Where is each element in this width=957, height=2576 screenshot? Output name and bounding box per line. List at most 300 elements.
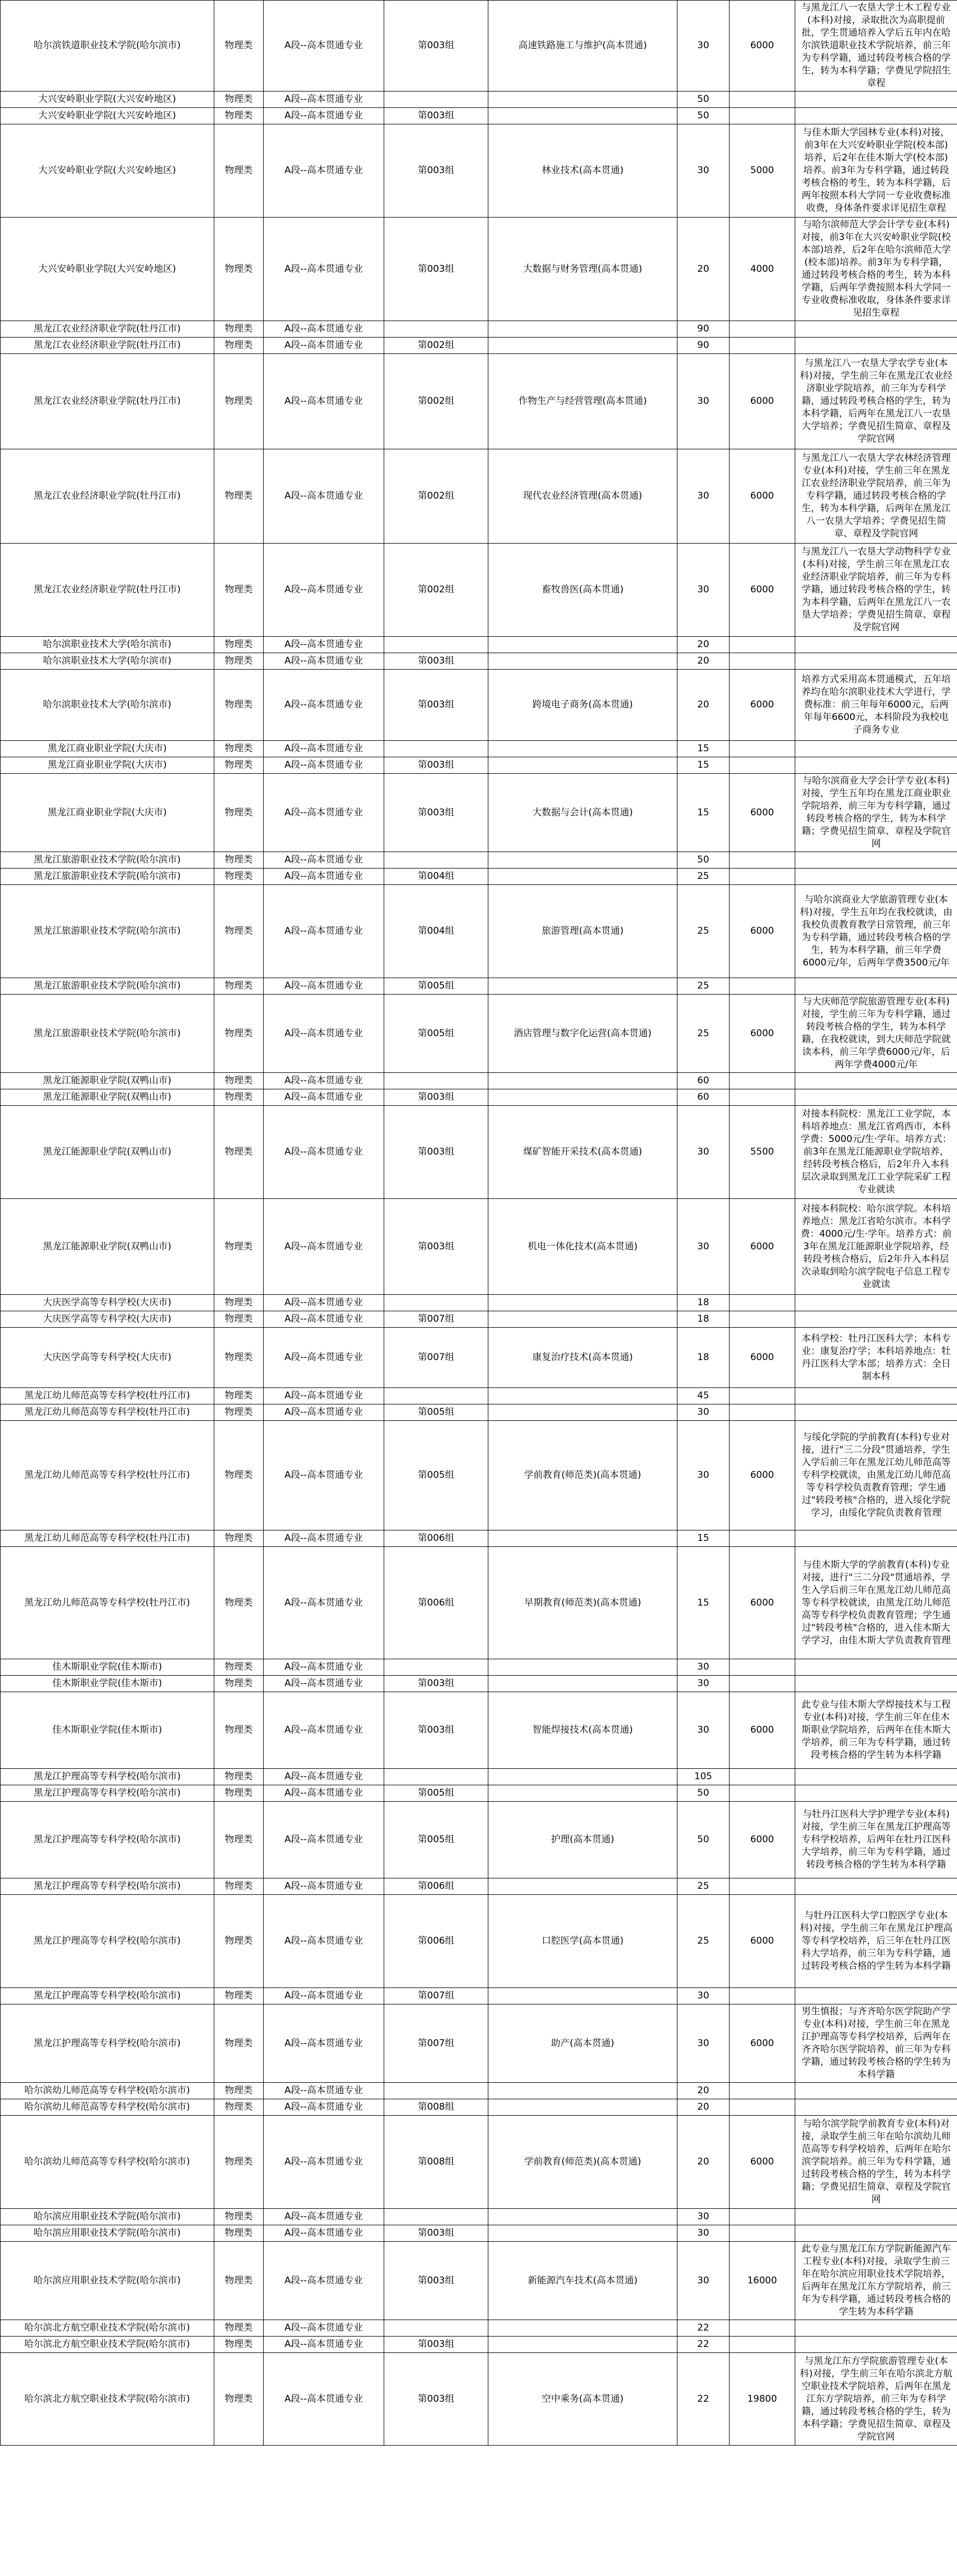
major-name-cell bbox=[488, 1311, 677, 1328]
table-row bbox=[1, 321, 957, 338]
major-group-cell: 第005组 bbox=[384, 978, 488, 995]
plan-count-cell: 30 bbox=[677, 1199, 730, 1295]
subject-category-cell: 物理类 bbox=[214, 2225, 264, 2242]
table-row bbox=[1, 218, 957, 321]
remarks-cell: 与牡丹江医科大学口腔医学专业(本科)对接，学生前三年在黑龙江护理高等专科学校培养，后三年在牡丹江医科大学培养，前三年为专科学籍，通过转段考核合格的学生转为本科学籍 bbox=[795, 1895, 957, 1988]
plan-count-cell: 30 bbox=[677, 449, 730, 544]
remarks-cell: 与大庆师范学院旅游管理专业(本科)对接，学生前三年为专科学籍，通过转段考核合格的学生，转为本科学籍，在我校就读，到大庆师范学院就读本科，前三年学费6000元/年，后两年学费4000元/年 bbox=[795, 995, 957, 1073]
school-name-cell: 黑龙江护理高等专科学校(哈尔滨市) bbox=[1, 1785, 214, 1802]
remarks-cell: 与哈尔滨商业大学旅游管理专业(本科)对接，学生五年均在我校就读，由我校负责教育教学日常管理，前三年为专科学籍，通过转段考核合格的学生，转为本科学籍，前三年学费6000元/年，后两年学费3500元/年 bbox=[795, 885, 957, 978]
subject-category-cell: 物理类 bbox=[214, 1988, 264, 2004]
plan-count-cell: 20 bbox=[677, 653, 730, 670]
subject-category-cell: 物理类 bbox=[214, 1676, 264, 1692]
table-row bbox=[1, 1895, 957, 1988]
subject-category-cell: 物理类 bbox=[214, 1769, 264, 1785]
subject-category-cell: 物理类 bbox=[214, 741, 264, 757]
remarks-cell bbox=[795, 741, 957, 757]
remarks-cell: 与黑龙江八一农垦大学农林经济管理专业(本科)对接，学生前三年在黑龙江农业经济职业学院培养，前三年为专科学籍，通过转段考核合格的学生，转为本科学籍，后两年在黑龙江八一农垦大学培养；学费见招生简章、章程及学院官网 bbox=[795, 449, 957, 544]
remarks-cell bbox=[795, 321, 957, 338]
major-name-cell bbox=[488, 1659, 677, 1676]
major-name-cell bbox=[488, 741, 677, 757]
table-row bbox=[1, 1421, 957, 1530]
tuition-fee-cell bbox=[730, 1404, 795, 1421]
school-name-cell: 黑龙江商业职业学院(大庆市) bbox=[1, 757, 214, 774]
major-group-cell: 第008组 bbox=[384, 2099, 488, 2116]
major-name-cell bbox=[488, 321, 677, 338]
remarks-cell bbox=[795, 653, 957, 670]
school-name-cell: 黑龙江幼儿师范高等专科学校(牡丹江市) bbox=[1, 1421, 214, 1530]
remarks-cell bbox=[795, 1295, 957, 1311]
subject-category-cell: 物理类 bbox=[214, 218, 264, 321]
major-name-cell bbox=[488, 1404, 677, 1421]
major-group-cell: 第002组 bbox=[384, 354, 488, 449]
plan-count-cell: 20 bbox=[677, 218, 730, 321]
remarks-cell bbox=[795, 1878, 957, 1895]
tuition-fee-cell: 6000 bbox=[730, 1199, 795, 1295]
major-name-cell: 作物生产与经营管理(高本贯通) bbox=[488, 354, 677, 449]
major-name-cell: 新能源汽车技术(高本贯通) bbox=[488, 2242, 677, 2320]
tuition-fee-cell: 6000 bbox=[730, 885, 795, 978]
table-row bbox=[1, 757, 957, 774]
school-name-cell: 黑龙江农业经济职业学院(牡丹江市) bbox=[1, 338, 214, 354]
subject-category-cell: 物理类 bbox=[214, 1295, 264, 1311]
major-group-cell bbox=[384, 92, 488, 108]
education-level-cell: A段--高本贯通专业 bbox=[264, 1388, 384, 1404]
plan-count-cell: 50 bbox=[677, 92, 730, 108]
tuition-fee-cell bbox=[730, 108, 795, 124]
major-group-cell: 第005组 bbox=[384, 1785, 488, 1802]
tuition-fee-cell: 16000 bbox=[730, 2242, 795, 2320]
table-row bbox=[1, 1530, 957, 1547]
major-name-cell: 大数据与财务管理(高本贯通) bbox=[488, 218, 677, 321]
remarks-cell: 本科学校：牡丹江医科大学；本科专业：康复治疗学；本科培养地点：牡丹江医科大学本部；培养方式：全日制本科 bbox=[795, 1328, 957, 1388]
tuition-fee-cell: 6000 bbox=[730, 544, 795, 637]
tuition-fee-cell: 6000 bbox=[730, 1328, 795, 1388]
remarks-cell bbox=[795, 2320, 957, 2337]
plan-count-cell: 15 bbox=[677, 1547, 730, 1659]
major-group-cell: 第006组 bbox=[384, 1895, 488, 1988]
major-name-cell: 旅游管理(高本贯通) bbox=[488, 885, 677, 978]
education-level-cell: A段--高本贯通专业 bbox=[264, 1676, 384, 1692]
major-group-cell: 第003组 bbox=[384, 653, 488, 670]
remarks-cell bbox=[795, 1073, 957, 1089]
plan-count-cell: 20 bbox=[677, 2083, 730, 2099]
major-name-cell bbox=[488, 1878, 677, 1895]
education-level-cell: A段--高本贯通专业 bbox=[264, 1785, 384, 1802]
tuition-fee-cell bbox=[730, 1388, 795, 1404]
plan-count-cell: 30 bbox=[677, 124, 730, 218]
school-name-cell: 哈尔滨北方航空职业技术学院(哈尔滨市) bbox=[1, 2320, 214, 2337]
school-name-cell: 黑龙江农业经济职业学院(牡丹江市) bbox=[1, 449, 214, 544]
tuition-fee-cell bbox=[730, 653, 795, 670]
subject-category-cell: 物理类 bbox=[214, 2320, 264, 2337]
education-level-cell: A段--高本贯通专业 bbox=[264, 1295, 384, 1311]
education-level-cell: A段--高本贯通专业 bbox=[264, 1073, 384, 1089]
remarks-cell: 与黑龙江东方学院旅游管理专业(本科)对接，学生前三年在哈尔滨北方航空职业技术学院培养，后两年在黑龙江东方学院培养，前三年为专科学籍，通过转段考核合格的学生，转为本科学籍；学费见招生简章、章程及学院官网 bbox=[795, 2353, 957, 2446]
major-group-cell: 第003组 bbox=[384, 108, 488, 124]
table-row bbox=[1, 1311, 957, 1328]
tuition-fee-cell bbox=[730, 92, 795, 108]
major-group-cell bbox=[384, 852, 488, 869]
major-group-cell: 第002组 bbox=[384, 449, 488, 544]
tuition-fee-cell bbox=[730, 1659, 795, 1676]
tuition-fee-cell: 5000 bbox=[730, 124, 795, 218]
major-name-cell bbox=[488, 1089, 677, 1106]
table-row bbox=[1, 653, 957, 670]
school-name-cell: 哈尔滨职业技术大学(哈尔滨市) bbox=[1, 637, 214, 653]
major-group-cell: 第003组 bbox=[384, 774, 488, 852]
plan-count-cell: 25 bbox=[677, 978, 730, 995]
school-name-cell: 黑龙江护理高等专科学校(哈尔滨市) bbox=[1, 2004, 214, 2083]
school-name-cell: 黑龙江护理高等专科学校(哈尔滨市) bbox=[1, 1769, 214, 1785]
subject-category-cell: 物理类 bbox=[214, 869, 264, 885]
school-name-cell: 哈尔滨应用职业技术学院(哈尔滨市) bbox=[1, 2242, 214, 2320]
subject-category-cell: 物理类 bbox=[214, 2242, 264, 2320]
subject-category-cell: 物理类 bbox=[214, 1659, 264, 1676]
education-level-cell: A段--高本贯通专业 bbox=[264, 1659, 384, 1676]
school-name-cell: 黑龙江旅游职业技术学院(哈尔滨市) bbox=[1, 885, 214, 978]
table-row bbox=[1, 544, 957, 637]
education-level-cell: A段--高本贯通专业 bbox=[264, 338, 384, 354]
major-name-cell: 口腔医学(高本贯通) bbox=[488, 1895, 677, 1988]
education-level-cell: A段--高本贯通专业 bbox=[264, 757, 384, 774]
tuition-fee-cell bbox=[730, 1089, 795, 1106]
tuition-fee-cell: 6000 bbox=[730, 1547, 795, 1659]
education-level-cell: A段--高本贯通专业 bbox=[264, 321, 384, 338]
major-group-cell: 第007组 bbox=[384, 1328, 488, 1388]
plan-count-cell: 30 bbox=[677, 1988, 730, 2004]
subject-category-cell: 物理类 bbox=[214, 885, 264, 978]
plan-count-cell: 20 bbox=[677, 670, 730, 741]
table-row bbox=[1, 1878, 957, 1895]
education-level-cell: A段--高本贯通专业 bbox=[264, 1692, 384, 1769]
education-level-cell: A段--高本贯通专业 bbox=[264, 2225, 384, 2242]
school-name-cell: 佳木斯职业学院(佳木斯市) bbox=[1, 1676, 214, 1692]
subject-category-cell: 物理类 bbox=[214, 354, 264, 449]
education-level-cell: A段--高本贯通专业 bbox=[264, 1769, 384, 1785]
major-name-cell bbox=[488, 2209, 677, 2225]
subject-category-cell: 物理类 bbox=[214, 1547, 264, 1659]
tuition-fee-cell bbox=[730, 2209, 795, 2225]
school-name-cell: 大兴安岭职业学院(大兴安岭地区) bbox=[1, 124, 214, 218]
major-group-cell: 第005组 bbox=[384, 1802, 488, 1878]
tuition-fee-cell bbox=[730, 2099, 795, 2116]
remarks-cell bbox=[795, 978, 957, 995]
major-group-cell bbox=[384, 637, 488, 653]
major-group-cell: 第007组 bbox=[384, 1311, 488, 1328]
major-group-cell: 第003组 bbox=[384, 1676, 488, 1692]
major-group-cell: 第004组 bbox=[384, 869, 488, 885]
subject-category-cell: 物理类 bbox=[214, 2337, 264, 2353]
major-group-cell bbox=[384, 1659, 488, 1676]
school-name-cell: 黑龙江农业经济职业学院(牡丹江市) bbox=[1, 544, 214, 637]
plan-count-cell: 30 bbox=[677, 2004, 730, 2083]
plan-count-cell: 50 bbox=[677, 1802, 730, 1878]
major-name-cell bbox=[488, 338, 677, 354]
school-name-cell: 哈尔滨应用职业技术学院(哈尔滨市) bbox=[1, 2209, 214, 2225]
school-name-cell: 哈尔滨幼儿师范高等专科学校(哈尔滨市) bbox=[1, 2099, 214, 2116]
major-name-cell bbox=[488, 1073, 677, 1089]
subject-category-cell: 物理类 bbox=[214, 653, 264, 670]
table-row bbox=[1, 869, 957, 885]
school-name-cell: 大庆医学高等专科学校(大庆市) bbox=[1, 1328, 214, 1388]
subject-category-cell: 物理类 bbox=[214, 1895, 264, 1988]
education-level-cell: A段--高本贯通专业 bbox=[264, 2083, 384, 2099]
remarks-cell bbox=[795, 2083, 957, 2099]
remarks-cell: 与佳木斯大学的学前教育(本科)专业对接，进行"三二分段"贯通培养，学生入学后前三年在黑龙江幼儿师范高等专科学校就读，由黑龙江幼儿师范高等专科学校负责教育管理；学生通过"转段考核"合格的，进入佳木斯大学学习，由佳木斯大学负责教育管理 bbox=[795, 1547, 957, 1659]
major-group-cell bbox=[384, 1295, 488, 1311]
plan-count-cell: 30 bbox=[677, 1404, 730, 1421]
school-name-cell: 黑龙江农业经济职业学院(牡丹江市) bbox=[1, 354, 214, 449]
tuition-fee-cell bbox=[730, 2337, 795, 2353]
major-name-cell bbox=[488, 2083, 677, 2099]
table-row bbox=[1, 995, 957, 1073]
remarks-cell bbox=[795, 1785, 957, 1802]
school-name-cell: 哈尔滨幼儿师范高等专科学校(哈尔滨市) bbox=[1, 2116, 214, 2209]
subject-category-cell: 物理类 bbox=[214, 1878, 264, 1895]
school-name-cell: 大兴安岭职业学院(大兴安岭地区) bbox=[1, 108, 214, 124]
major-name-cell: 酒店管理与数字化运营(高本贯通) bbox=[488, 995, 677, 1073]
education-level-cell: A段--高本贯通专业 bbox=[264, 1547, 384, 1659]
major-name-cell: 学前教育(师范类)(高本贯通) bbox=[488, 2116, 677, 2209]
major-name-cell bbox=[488, 852, 677, 869]
education-level-cell: A段--高本贯通专业 bbox=[264, 1421, 384, 1530]
subject-category-cell: 物理类 bbox=[214, 338, 264, 354]
school-name-cell: 黑龙江旅游职业技术学院(哈尔滨市) bbox=[1, 869, 214, 885]
tuition-fee-cell: 6000 bbox=[730, 1, 795, 92]
plan-count-cell: 30 bbox=[677, 2225, 730, 2242]
plan-count-cell: 15 bbox=[677, 1530, 730, 1547]
education-level-cell: A段--高本贯通专业 bbox=[264, 741, 384, 757]
major-group-cell: 第003组 bbox=[384, 218, 488, 321]
school-name-cell: 黑龙江幼儿师范高等专科学校(牡丹江市) bbox=[1, 1404, 214, 1421]
table-row bbox=[1, 1328, 957, 1388]
school-name-cell: 哈尔滨北方航空职业技术学院(哈尔滨市) bbox=[1, 2353, 214, 2446]
education-level-cell: A段--高本贯通专业 bbox=[264, 2337, 384, 2353]
major-group-cell: 第003组 bbox=[384, 2242, 488, 2320]
major-group-cell: 第003组 bbox=[384, 124, 488, 218]
tuition-fee-cell: 6000 bbox=[730, 1895, 795, 1988]
table-row bbox=[1, 1802, 957, 1878]
school-name-cell: 佳木斯职业学院(佳木斯市) bbox=[1, 1659, 214, 1676]
tuition-fee-cell: 6000 bbox=[730, 774, 795, 852]
plan-count-cell: 30 bbox=[677, 1692, 730, 1769]
subject-category-cell: 物理类 bbox=[214, 92, 264, 108]
table-row bbox=[1, 354, 957, 449]
remarks-cell: 对接本科院校：哈尔滨学院。本科培养地点：黑龙江省哈尔滨市。本科学费：4000元/生·学年。培养方式：前3年在黑龙江能源职业学院培养，经转段考核合格后，后2年升入本科层次录取到哈尔滨学院电子信息工程专业就读 bbox=[795, 1199, 957, 1295]
remarks-cell bbox=[795, 1676, 957, 1692]
tuition-fee-cell bbox=[730, 2320, 795, 2337]
table-row bbox=[1, 1, 957, 92]
plan-count-cell: 25 bbox=[677, 869, 730, 885]
table-row bbox=[1, 449, 957, 544]
remarks-cell: 男生慎报；与齐齐哈尔医学院助产学专业(本科)对接，学生前三年在黑龙江护理高等专科学校培养，后两年在齐齐哈尔医学院培养，前三年为专科学籍，通过转段考核合格的学生转为本科学籍 bbox=[795, 2004, 957, 2083]
plan-count-cell: 30 bbox=[677, 1, 730, 92]
education-level-cell: A段--高本贯通专业 bbox=[264, 1878, 384, 1895]
subject-category-cell: 物理类 bbox=[214, 544, 264, 637]
major-group-cell bbox=[384, 1073, 488, 1089]
major-name-cell: 畜牧兽医(高本贯通) bbox=[488, 544, 677, 637]
education-level-cell: A段--高本贯通专业 bbox=[264, 92, 384, 108]
table-row bbox=[1, 1692, 957, 1769]
subject-category-cell: 物理类 bbox=[214, 1106, 264, 1199]
remarks-cell: 培养方式采用高本贯通模式，五年培养均在哈尔滨职业技术大学进行，学费标准：前三年每年6000元，后两年每年6600元，本科阶段为我校电子商务专业 bbox=[795, 670, 957, 741]
tuition-fee-cell: 6000 bbox=[730, 1692, 795, 1769]
subject-category-cell: 物理类 bbox=[214, 1073, 264, 1089]
table-row bbox=[1, 1676, 957, 1692]
plan-count-cell: 18 bbox=[677, 1295, 730, 1311]
remarks-cell bbox=[795, 1659, 957, 1676]
major-group-cell bbox=[384, 1769, 488, 1785]
major-name-cell bbox=[488, 978, 677, 995]
plan-count-cell: 45 bbox=[677, 1388, 730, 1404]
table-row bbox=[1, 2004, 957, 2083]
table-row bbox=[1, 1769, 957, 1785]
subject-category-cell: 物理类 bbox=[214, 637, 264, 653]
major-group-cell: 第003组 bbox=[384, 1106, 488, 1199]
school-name-cell: 黑龙江商业职业学院(大庆市) bbox=[1, 741, 214, 757]
tuition-fee-cell bbox=[730, 852, 795, 869]
plan-count-cell: 22 bbox=[677, 2320, 730, 2337]
subject-category-cell: 物理类 bbox=[214, 1199, 264, 1295]
plan-count-cell: 105 bbox=[677, 1769, 730, 1785]
education-level-cell: A段--高本贯通专业 bbox=[264, 544, 384, 637]
major-name-cell bbox=[488, 2099, 677, 2116]
tuition-fee-cell: 4000 bbox=[730, 218, 795, 321]
table-row bbox=[1, 2353, 957, 2446]
major-name-cell bbox=[488, 1769, 677, 1785]
subject-category-cell: 物理类 bbox=[214, 1404, 264, 1421]
education-level-cell: A段--高本贯通专业 bbox=[264, 1404, 384, 1421]
major-name-cell bbox=[488, 653, 677, 670]
table-row bbox=[1, 1659, 957, 1676]
major-name-cell bbox=[488, 92, 677, 108]
major-name-cell bbox=[488, 637, 677, 653]
major-group-cell: 第006组 bbox=[384, 1878, 488, 1895]
education-level-cell: A段--高本贯通专业 bbox=[264, 1802, 384, 1878]
remarks-cell: 与哈尔滨师范大学会计学专业(本科)对接，前3年在大兴安岭职业学院(校本部)培养，后2年在哈尔滨师范大学(校本部)培养。前3年为专科学籍，通过转段考核合格的考生，转为本科学籍，后两年学费按照本科大学同一专业收费标准收取，身体条件要求详见招生章程 bbox=[795, 218, 957, 321]
school-name-cell: 黑龙江护理高等专科学校(哈尔滨市) bbox=[1, 1878, 214, 1895]
major-group-cell: 第003组 bbox=[384, 2353, 488, 2446]
plan-count-cell: 50 bbox=[677, 852, 730, 869]
major-group-cell: 第004组 bbox=[384, 885, 488, 978]
subject-category-cell: 物理类 bbox=[214, 2083, 264, 2099]
remarks-cell: 对接本科院校：黑龙江工业学院，本科培养地点：黑龙江省鸡西市，本科学费：5000元/生·学年。培养方式：前3年在黑龙江能源职业学院培养，经转段考核合格后，后2年升入本科层次录取到黑龙江工业学院采矿工程专业就读 bbox=[795, 1106, 957, 1199]
school-name-cell: 黑龙江商业职业学院(大庆市) bbox=[1, 774, 214, 852]
remarks-cell: 与黑龙江八一农垦大学动物科学专业(本科)对接，学生前三年在黑龙江农业经济职业学院培养，前三年为专科学籍，通过转段考核合格的学生，转为本科学籍，后两年在黑龙江八一农垦大学培养；学费见招生简章、章程及学院官网 bbox=[795, 544, 957, 637]
major-name-cell: 康复治疗技术(高本贯通) bbox=[488, 1328, 677, 1388]
table-row bbox=[1, 1073, 957, 1089]
tuition-fee-cell bbox=[730, 1311, 795, 1328]
table-row bbox=[1, 670, 957, 741]
education-level-cell: A段--高本贯通专业 bbox=[264, 1530, 384, 1547]
plan-count-cell: 30 bbox=[677, 2209, 730, 2225]
education-level-cell: A段--高本贯通专业 bbox=[264, 995, 384, 1073]
table-row bbox=[1, 1199, 957, 1295]
remarks-cell: 与佳木斯大学园林专业(本科)对接，前3年在大兴安岭职业学院(校本部)培养，后2年在佳木斯大学(校本部)培养。前3年为专科学籍，通过转段考核合格的考生，转为本科学籍，后两年按照本科大学同一专业收费标准收费，身体条件要求详见招生章程 bbox=[795, 124, 957, 218]
education-level-cell: A段--高本贯通专业 bbox=[264, 354, 384, 449]
school-name-cell: 黑龙江旅游职业技术学院(哈尔滨市) bbox=[1, 978, 214, 995]
remarks-cell bbox=[795, 108, 957, 124]
table-row bbox=[1, 774, 957, 852]
subject-category-cell: 物理类 bbox=[214, 2004, 264, 2083]
school-name-cell: 黑龙江农业经济职业学院(牡丹江市) bbox=[1, 321, 214, 338]
tuition-fee-cell: 6000 bbox=[730, 2004, 795, 2083]
remarks-cell: 此专业与佳木斯大学焊接技术与工程专业(本科)对接，学生前三年在佳木斯职业学院培养，后两年在佳木斯大学培养，前三年为专科学籍，通过转段考核合格的学生转为本科学籍 bbox=[795, 1692, 957, 1769]
remarks-cell bbox=[795, 637, 957, 653]
table-row bbox=[1, 1106, 957, 1199]
table-row bbox=[1, 1295, 957, 1311]
major-name-cell: 助产(高本贯通) bbox=[488, 2004, 677, 2083]
education-level-cell: A段--高本贯通专业 bbox=[264, 1089, 384, 1106]
tuition-fee-cell: 19800 bbox=[730, 2353, 795, 2446]
major-group-cell: 第003组 bbox=[384, 2337, 488, 2353]
subject-category-cell: 物理类 bbox=[214, 1089, 264, 1106]
tuition-fee-cell: 6000 bbox=[730, 2116, 795, 2209]
remarks-cell bbox=[795, 1988, 957, 2004]
school-name-cell: 黑龙江能源职业学院(双鸭山市) bbox=[1, 1073, 214, 1089]
school-name-cell: 哈尔滨北方航空职业技术学院(哈尔滨市) bbox=[1, 2337, 214, 2353]
plan-count-cell: 30 bbox=[677, 1106, 730, 1199]
table-row bbox=[1, 124, 957, 218]
tuition-fee-cell bbox=[730, 2225, 795, 2242]
tuition-fee-cell: 6000 bbox=[730, 354, 795, 449]
school-name-cell: 黑龙江旅游职业技术学院(哈尔滨市) bbox=[1, 852, 214, 869]
remarks-cell bbox=[795, 2225, 957, 2242]
major-name-cell: 林业技术(高本贯通) bbox=[488, 124, 677, 218]
major-name-cell: 跨境电子商务(高本贯通) bbox=[488, 670, 677, 741]
major-name-cell: 空中乘务(高本贯通) bbox=[488, 2353, 677, 2446]
major-name-cell bbox=[488, 757, 677, 774]
education-level-cell: A段--高本贯通专业 bbox=[264, 124, 384, 218]
tuition-fee-cell bbox=[730, 1878, 795, 1895]
plan-count-cell: 60 bbox=[677, 1073, 730, 1089]
major-name-cell bbox=[488, 1295, 677, 1311]
major-name-cell: 高速铁路施工与维护(高本贯通) bbox=[488, 1, 677, 92]
school-name-cell: 哈尔滨应用职业技术学院(哈尔滨市) bbox=[1, 2225, 214, 2242]
plan-count-cell: 30 bbox=[677, 1676, 730, 1692]
remarks-cell bbox=[795, 1388, 957, 1404]
school-name-cell: 哈尔滨铁道职业技术学院(哈尔滨市) bbox=[1, 1, 214, 92]
education-level-cell: A段--高本贯通专业 bbox=[264, 108, 384, 124]
subject-category-cell: 物理类 bbox=[214, 1388, 264, 1404]
major-group-cell: 第003组 bbox=[384, 670, 488, 741]
major-group-cell: 第002组 bbox=[384, 544, 488, 637]
major-group-cell: 第003组 bbox=[384, 2225, 488, 2242]
plan-count-cell: 15 bbox=[677, 774, 730, 852]
subject-category-cell: 物理类 bbox=[214, 2116, 264, 2209]
remarks-cell bbox=[795, 2099, 957, 2116]
education-level-cell: A段--高本贯通专业 bbox=[264, 978, 384, 995]
education-level-cell: A段--高本贯通专业 bbox=[264, 637, 384, 653]
school-name-cell: 大庆医学高等专科学校(大庆市) bbox=[1, 1295, 214, 1311]
tuition-fee-cell: 5500 bbox=[730, 1106, 795, 1199]
plan-count-cell: 25 bbox=[677, 885, 730, 978]
subject-category-cell: 物理类 bbox=[214, 2209, 264, 2225]
subject-category-cell: 物理类 bbox=[214, 1530, 264, 1547]
subject-category-cell: 物理类 bbox=[214, 757, 264, 774]
subject-category-cell: 物理类 bbox=[214, 2353, 264, 2446]
remarks-cell bbox=[795, 1769, 957, 1785]
table-row bbox=[1, 108, 957, 124]
education-level-cell: A段--高本贯通专业 bbox=[264, 1328, 384, 1388]
plan-count-cell: 18 bbox=[677, 1311, 730, 1328]
education-level-cell: A段--高本贯通专业 bbox=[264, 1199, 384, 1295]
subject-category-cell: 物理类 bbox=[214, 1, 264, 92]
major-name-cell: 早期教育(师范类)(高本贯通) bbox=[488, 1547, 677, 1659]
school-name-cell: 黑龙江能源职业学院(双鸭山市) bbox=[1, 1089, 214, 1106]
table-row bbox=[1, 2320, 957, 2337]
